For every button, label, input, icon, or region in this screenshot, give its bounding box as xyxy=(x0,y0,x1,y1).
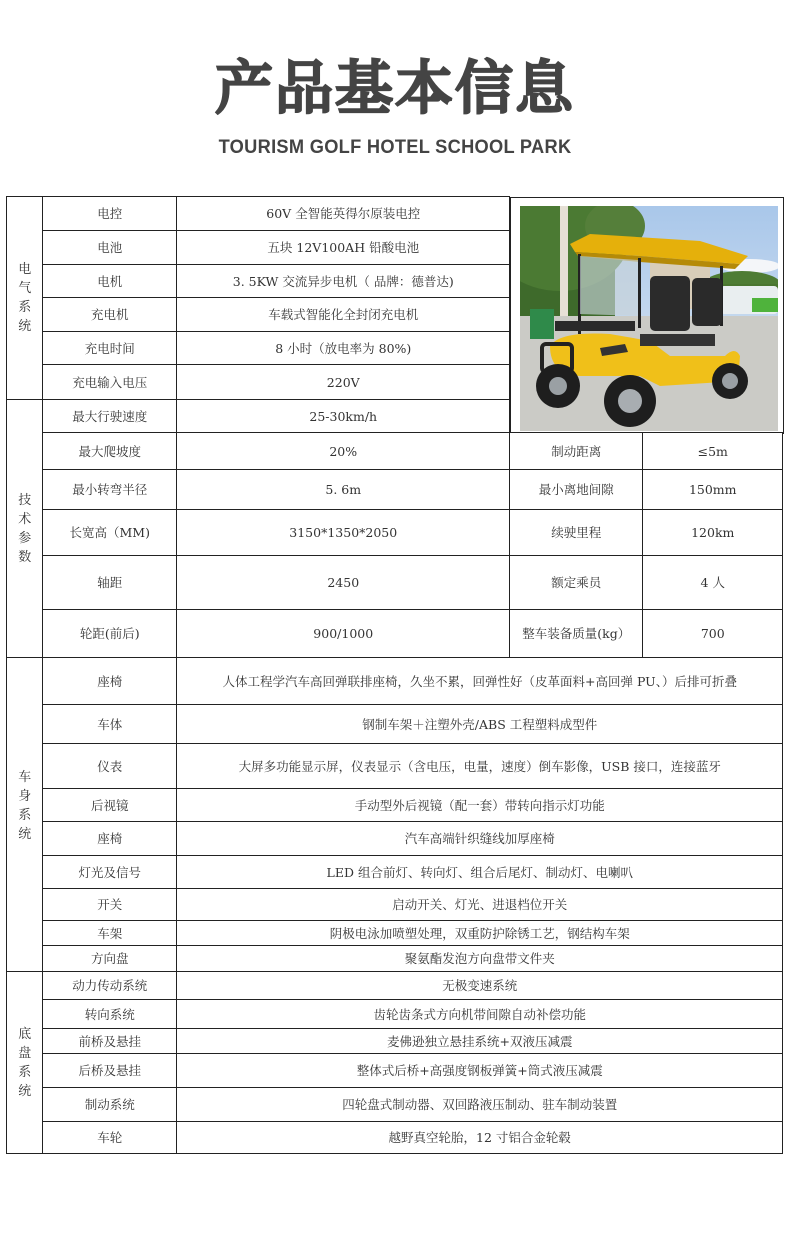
spec-value: 3150*1350*2050 xyxy=(176,509,510,556)
spec-label: 转向系统 xyxy=(42,999,177,1029)
spec-value: 25-30km/h xyxy=(176,399,510,433)
spec-label: 灯光及信号 xyxy=(42,855,177,889)
spec-value: 120km xyxy=(642,509,783,556)
spec-value: 大屏多功能显示屏，仪表显示（含电压，电量，速度）倒车影像，USB 接口，连接蓝牙 xyxy=(176,743,783,789)
spec-label: 座椅 xyxy=(42,657,177,705)
spec-value: 700 xyxy=(642,609,783,658)
spec-value: 2450 xyxy=(176,555,510,610)
spec-value: 无极变速系统 xyxy=(176,971,783,1000)
spec-label: 长宽高（MM) xyxy=(42,509,177,556)
spec-value: 4 人 xyxy=(642,555,783,610)
spec-value: 车载式智能化全封闭充电机 xyxy=(176,297,510,332)
category-body xyxy=(6,657,43,972)
spec-label: 额定乘员 xyxy=(509,555,643,610)
spec-label: 最大爬坡度 xyxy=(42,432,177,470)
category-char: 电 xyxy=(18,262,32,278)
spec-value: 3. 5KW 交流异步电机（ 品牌：德普达) xyxy=(176,264,510,298)
spec-value: 60V 全智能英得尔原装电控 xyxy=(176,196,510,231)
spec-value: 阴极电泳加喷塑处理，双重防护除锈工艺，钢结构车架 xyxy=(176,920,783,946)
category-electrical xyxy=(6,196,43,400)
category-char: 盘 xyxy=(18,1045,32,1061)
spec-value: 启动开关、灯光、进退档位开关 xyxy=(176,888,783,921)
spec-value: 手动型外后视镜（配一套）带转向指示灯功能 xyxy=(176,788,783,822)
spec-value: 越野真空轮胎，12 寸铝合金轮毂 xyxy=(176,1121,783,1154)
spec-label: 充电时间 xyxy=(42,331,177,365)
spec-value: 四轮盘式制动器、双回路液压制动、驻车制动装置 xyxy=(176,1087,783,1122)
spec-label: 最小转弯半径 xyxy=(42,469,177,510)
category-char: 参 xyxy=(18,530,32,546)
category-char: 系 xyxy=(18,808,32,824)
spec-label: 充电输入电压 xyxy=(42,364,177,400)
spec-label: 最小离地间隙 xyxy=(509,469,643,510)
spec-label: 车轮 xyxy=(42,1121,177,1154)
category-char: 气 xyxy=(18,281,32,297)
spec-value: 汽车高端针织缝线加厚座椅 xyxy=(176,821,783,856)
spec-label: 开关 xyxy=(42,888,177,921)
spec-label: 轮距(前后) xyxy=(42,609,177,658)
category-char: 身 xyxy=(18,789,32,805)
spec-label: 充电机 xyxy=(42,297,177,332)
category-char: 术 xyxy=(18,511,32,527)
spec-label: 整车装备质量(kg） xyxy=(509,609,643,658)
spec-value: 20% xyxy=(176,432,510,470)
spec-label: 座椅 xyxy=(42,821,177,856)
spec-label: 后桥及悬挂 xyxy=(42,1053,177,1088)
spec-value: 5. 6m xyxy=(176,469,510,510)
spec-label: 制动距离 xyxy=(509,432,643,470)
category-technical xyxy=(6,399,43,658)
spec-label: 方向盘 xyxy=(42,945,177,972)
category-char: 系 xyxy=(18,300,32,316)
category-chassis xyxy=(6,971,43,1154)
spec-value: LED 组合前灯、转向灯、组合后尾灯、制动灯、电喇叭 xyxy=(176,855,783,889)
category-char: 统 xyxy=(18,319,32,335)
spec-label: 车体 xyxy=(42,704,177,744)
spec-label: 电控 xyxy=(42,196,177,231)
spec-value: 整体式后桥+高强度钢板弹簧+筒式液压减震 xyxy=(176,1053,783,1088)
spec-label: 后视镜 xyxy=(42,788,177,822)
spec-label: 电机 xyxy=(42,264,177,298)
spec-label: 电池 xyxy=(42,230,177,265)
spec-value: 220V xyxy=(176,364,510,400)
spec-value: 齿轮齿条式方向机带间隙自动补偿功能 xyxy=(176,999,783,1029)
category-char: 车 xyxy=(18,770,32,786)
category-char: 数 xyxy=(18,549,32,565)
spec-label: 前桥及悬挂 xyxy=(42,1028,177,1054)
category-char: 统 xyxy=(18,827,32,843)
category-char: 底 xyxy=(18,1026,32,1042)
spec-value: 麦佛逊独立悬挂系统+双液压减震 xyxy=(176,1028,783,1054)
spec-value: 人体工程学汽车高回弹联排座椅，久坐不累，回弹性好（皮革面料+高回弹 PU、）后排可折叠 xyxy=(176,657,783,705)
spec-label: 车架 xyxy=(42,920,177,946)
spec-value: 150mm xyxy=(642,469,783,510)
spec-label: 仪表 xyxy=(42,743,177,789)
spec-value: 900/1000 xyxy=(176,609,510,658)
spec-value: 聚氨酯发泡方向盘带文件夹 xyxy=(176,945,783,972)
spec-value: ≤5m xyxy=(642,432,783,470)
golf-cart-photo xyxy=(520,206,778,431)
page-title: 产品基本信息 xyxy=(214,54,575,122)
page-subtitle: TOURISM GOLF HOTEL SCHOOL PARK xyxy=(218,137,572,158)
spec-value: 8 小时（放电率为 80%) xyxy=(176,331,510,365)
spec-value: 五块 12V100AH 铅酸电池 xyxy=(176,230,510,265)
spec-label: 最大行驶速度 xyxy=(42,399,177,433)
spec-label: 续驶里程 xyxy=(509,509,643,556)
spec-label: 制动系统 xyxy=(42,1087,177,1122)
category-char: 技 xyxy=(18,492,32,508)
spec-label: 轴距 xyxy=(42,555,177,610)
category-char: 统 xyxy=(18,1083,32,1099)
product-photo-cell xyxy=(510,197,784,434)
spec-value: 钢制车架＋注塑外壳/ABS 工程塑料成型件 xyxy=(176,704,783,744)
category-char: 系 xyxy=(18,1064,32,1080)
spec-label: 动力传动系统 xyxy=(42,971,177,1000)
